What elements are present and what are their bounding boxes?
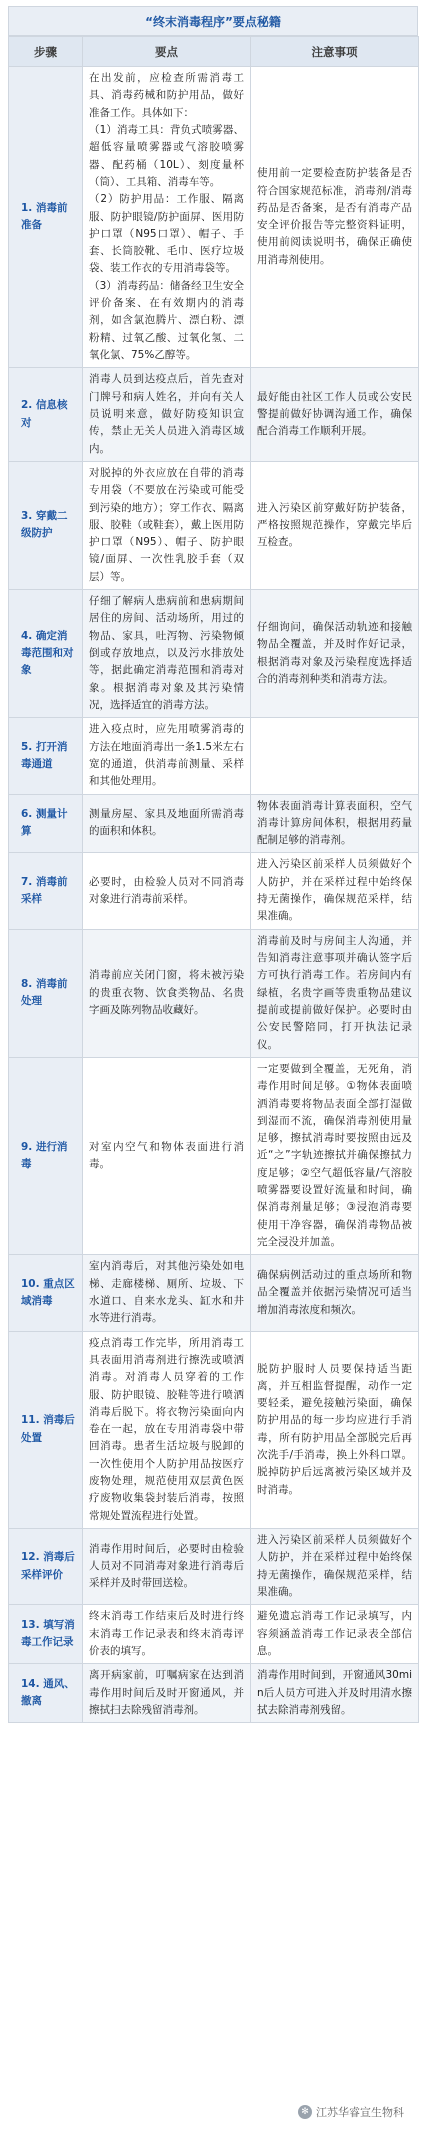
points-cell [83, 590, 251, 718]
points-cell [83, 368, 251, 462]
document-page [8, 6, 418, 1723]
step-cell: 11. 消毒后处置 [9, 1331, 83, 1528]
notes-cell: 避免遗忘消毒工作记录填写，内容须涵盖消毒工作记录表全部信息。 [251, 1605, 419, 1664]
points-cell [83, 1664, 251, 1723]
step-cell: 10. 重点区域消毒 [9, 1255, 83, 1331]
notes-cell: 消毒前及时与房间主人沟通，并告知消毒注意事项并确认签字后方可执行消毒工作。若房间内有绿植，名贵字画等贵重物品建议提前或提前做好保护。必要时由公安民警陪同，打开执法记录仪。 [251, 929, 419, 1057]
points-cell [83, 1605, 251, 1664]
point-paragraph: 仔细了解病人患病前和患病期间居住的房间、活动场所，用过的物品、家具，吐泻物、污染物倾倒或存放地点，以及污水排放处等，据此确定消毒范围和消毒对象。根据消毒对象及其污染情况，选择适宜的消毒方法。 [89, 595, 244, 711]
step-cell: 14. 通风、撤离 [9, 1664, 83, 1723]
points-cell [83, 794, 251, 853]
table-body [9, 67, 419, 1723]
table-row [9, 1057, 419, 1254]
table-row [9, 1255, 419, 1331]
table-row [9, 929, 419, 1057]
points-cell [83, 929, 251, 1057]
point-paragraph: （1）消毒工具：背负式喷雾器、超低容量喷雾器或气溶胶喷雾器、配药桶（10L）、刻度量杯（筒）、工具箱、消毒车等。 [89, 123, 244, 188]
points-cell [83, 718, 251, 794]
step-cell: 3. 穿戴二级防护 [9, 461, 83, 589]
notes-cell: 仔细询问，确保活动轨迹和接触物品全覆盖，并及时作好记录，根据消毒对象及污染程度选择适合的消毒剂种类和消毒方法。 [251, 590, 419, 718]
point-paragraph: 疫点消毒工作完毕，所用消毒工具表面用消毒剂进行擦洗或喷洒消毒。对消毒人员穿着的工作服、防护眼镜、胶鞋等进行喷洒消毒后脱下。将衣物污染面向内卷在一起，放在专用消毒袋中带回消毒。患者生活垃圾与脱卸的一次性使用个人防护用品按医疗废物处理，规范使用双层黄色医疗废物收集袋封装后消毒，按照常规处置流程进行处置。 [89, 1336, 244, 1522]
point-paragraph: 在出发前，应检查所需消毒工具、消毒药械和防护用品，做好准备工作。具体如下： [89, 72, 244, 119]
points-cell [83, 1529, 251, 1605]
procedure-table [8, 36, 419, 1723]
watermark [298, 2104, 404, 2120]
notes-cell: 确保病例活动过的重点场所和物品全覆盖并依据污染情况可适当增加消毒浓度和频次。 [251, 1255, 419, 1331]
notes-cell: 消毒作用时间到，开窗通风30min后人员方可进入并及时用清水擦拭去除消毒剂残留。 [251, 1664, 419, 1723]
notes-cell: 使用前一定要检查防护装备是否符合国家规范标准，消毒剂/消毒药品是否备案，是否有消毒产品安全评价报告等完整资料证明，使用前阅读说明书，确保正确使用消毒剂使用。 [251, 67, 419, 368]
points-cell [83, 853, 251, 929]
point-paragraph: 测量房屋、家具及地面所需消毒的面积和体积。 [89, 808, 244, 838]
table-row [9, 794, 419, 853]
point-paragraph: 消毒作用时间后，必要时由检验人员对不同消毒对象进行消毒后采样并及时带回送检。 [89, 1542, 244, 1590]
notes-cell [251, 718, 419, 794]
step-cell: 12. 消毒后采样评价 [9, 1529, 83, 1605]
document-title: “终末消毒程序”要点秘籍 [8, 6, 418, 36]
notes-cell: 进入污染区前穿戴好防护装备，严格按照规范操作，穿戴完毕后互检查。 [251, 461, 419, 589]
step-cell: 2. 信息核对 [9, 368, 83, 462]
table-row [9, 461, 419, 589]
table-row [9, 1529, 419, 1605]
table-row [9, 67, 419, 368]
points-cell [83, 1057, 251, 1254]
wechat-icon: ✻ [298, 2105, 312, 2119]
notes-cell: 脱防护服时人员要保持适当距离，并互相监督提醒，动作一定要轻柔，避免接触污染面，确保防护用品的每一步均应进行手消毒，所有防护用品全部脱完后再次洗手/手消毒，换上外科口罩。脱掉防护后远离被污染区域并及时消毒。 [251, 1331, 419, 1528]
table-row [9, 853, 419, 929]
step-cell: 6. 测量计算 [9, 794, 83, 853]
step-cell: 13. 填写消毒工作记录 [9, 1605, 83, 1664]
notes-cell: 进入污染区前采样人员须做好个人防护，并在采样过程中始终保持无菌操作，确保规范采样，结果准确。 [251, 1529, 419, 1605]
table-row [9, 1605, 419, 1664]
step-cell: 5. 打开消毒通道 [9, 718, 83, 794]
header-row [9, 37, 419, 67]
table-row [9, 1331, 419, 1528]
watermark-text: 江苏华睿宣生物科 [316, 2106, 404, 2119]
point-paragraph: 必要时，由检验人员对不同消毒对象进行消毒前采样。 [89, 875, 244, 906]
point-paragraph: （3）消毒药品：储备经卫生安全评价备案、在有效期内的消毒剂，如含氯泡腾片、漂白粉、漂粉精、过氧乙酸、过氧化氢、二氧化氯、75%乙醇等。 [89, 279, 244, 361]
point-paragraph: 离开病家前，叮嘱病家在达到消毒作用时间后及时开窗通风，并擦拭扫去除残留消毒剂。 [89, 1669, 244, 1716]
point-paragraph: 消毒人员到达疫点后，首先查对门牌号和病人姓名，并向有关人员说明来意，做好防疫知识宣传，禁止无关人员进入消毒区域内。 [89, 373, 244, 455]
point-paragraph: 室内消毒后，对其他污染处如电梯、走廊楼梯、厕所、垃圾、下水道口、自来水龙头、缸水和井水等进行消毒。 [89, 1260, 244, 1325]
notes-cell: 物体表面消毒计算表面积，空气消毒计算房间体积，根据用药量配制足够的消毒剂。 [251, 794, 419, 853]
step-cell: 8. 消毒前处理 [9, 929, 83, 1057]
point-paragraph: 消毒前应关闭门窗，将未被污染的贵重衣物、饮食类物品、名贵字画及陈列物品收藏好。 [89, 969, 244, 1016]
points-cell [83, 67, 251, 368]
point-paragraph: 对脱掉的外衣应放在自带的消毒专用袋（不要放在污染或可能受到污染的地方）；穿工作衣、隔离服、胶鞋（或鞋套），戴上医用防护口罩（N95）、帽子、防护眼镜/面屏、一次性乳胶手套（双层）等。 [89, 466, 244, 583]
table-row [9, 368, 419, 462]
notes-cell: 最好能由社区工作人员或公安民警提前做好协调沟通工作，确保配合消毒工作顺利开展。 [251, 368, 419, 462]
point-paragraph: 对室内空气和物体表面进行消毒。 [89, 1140, 244, 1171]
point-paragraph: 进入疫点时，应先用喷雾消毒的方法在地面消毒出一条1.5米左右宽的通道，供消毒前测量、采样和其他处理用。 [89, 723, 244, 788]
table-row [9, 718, 419, 794]
points-cell [83, 1255, 251, 1331]
point-paragraph: 终末消毒工作结束后及时进行终末消毒工作记录表和终末消毒评价表的填写。 [89, 1610, 244, 1657]
notes-cell: 一定要做到全覆盖，无死角，消毒作用时间足够。①物体表面喷洒消毒要将物品表面全部打湿做到湿而不流，确保消毒剂使用量足够，擦拭消毒时要按照由远及近“之”字轨迹擦拭并确保擦拭力度足够；②空气超低容量/气溶胶喷雾器要设置好流量和时间，确保消毒剂量足够；③浸泡消毒要使用干净容器，确保消毒物品被完全浸没并加盖。 [251, 1057, 419, 1254]
step-cell: 9. 进行消毒 [9, 1057, 83, 1254]
header-step: 步骤 [9, 37, 83, 67]
points-cell [83, 1331, 251, 1528]
table-row [9, 1664, 419, 1723]
points-cell [83, 461, 251, 589]
header-notes: 注意事项 [251, 37, 419, 67]
header-points: 要点 [83, 37, 251, 67]
table-row [9, 590, 419, 718]
point-paragraph: （2）防护用品：工作服、隔离服、防护眼镜/防护面屏、医用防护口罩（N95口罩）、帽子、手套、长筒胶靴、毛巾、医疗垃圾袋、装工作衣的专用消毒袋等。 [89, 193, 244, 275]
step-cell: 4. 确定消毒范围和对象 [9, 590, 83, 718]
step-cell: 1. 消毒前准备 [9, 67, 83, 368]
notes-cell: 进入污染区前采样人员须做好个人防护，并在采样过程中始终保持无菌操作，确保规范采样，结果准确。 [251, 853, 419, 929]
step-cell: 7. 消毒前采样 [9, 853, 83, 929]
